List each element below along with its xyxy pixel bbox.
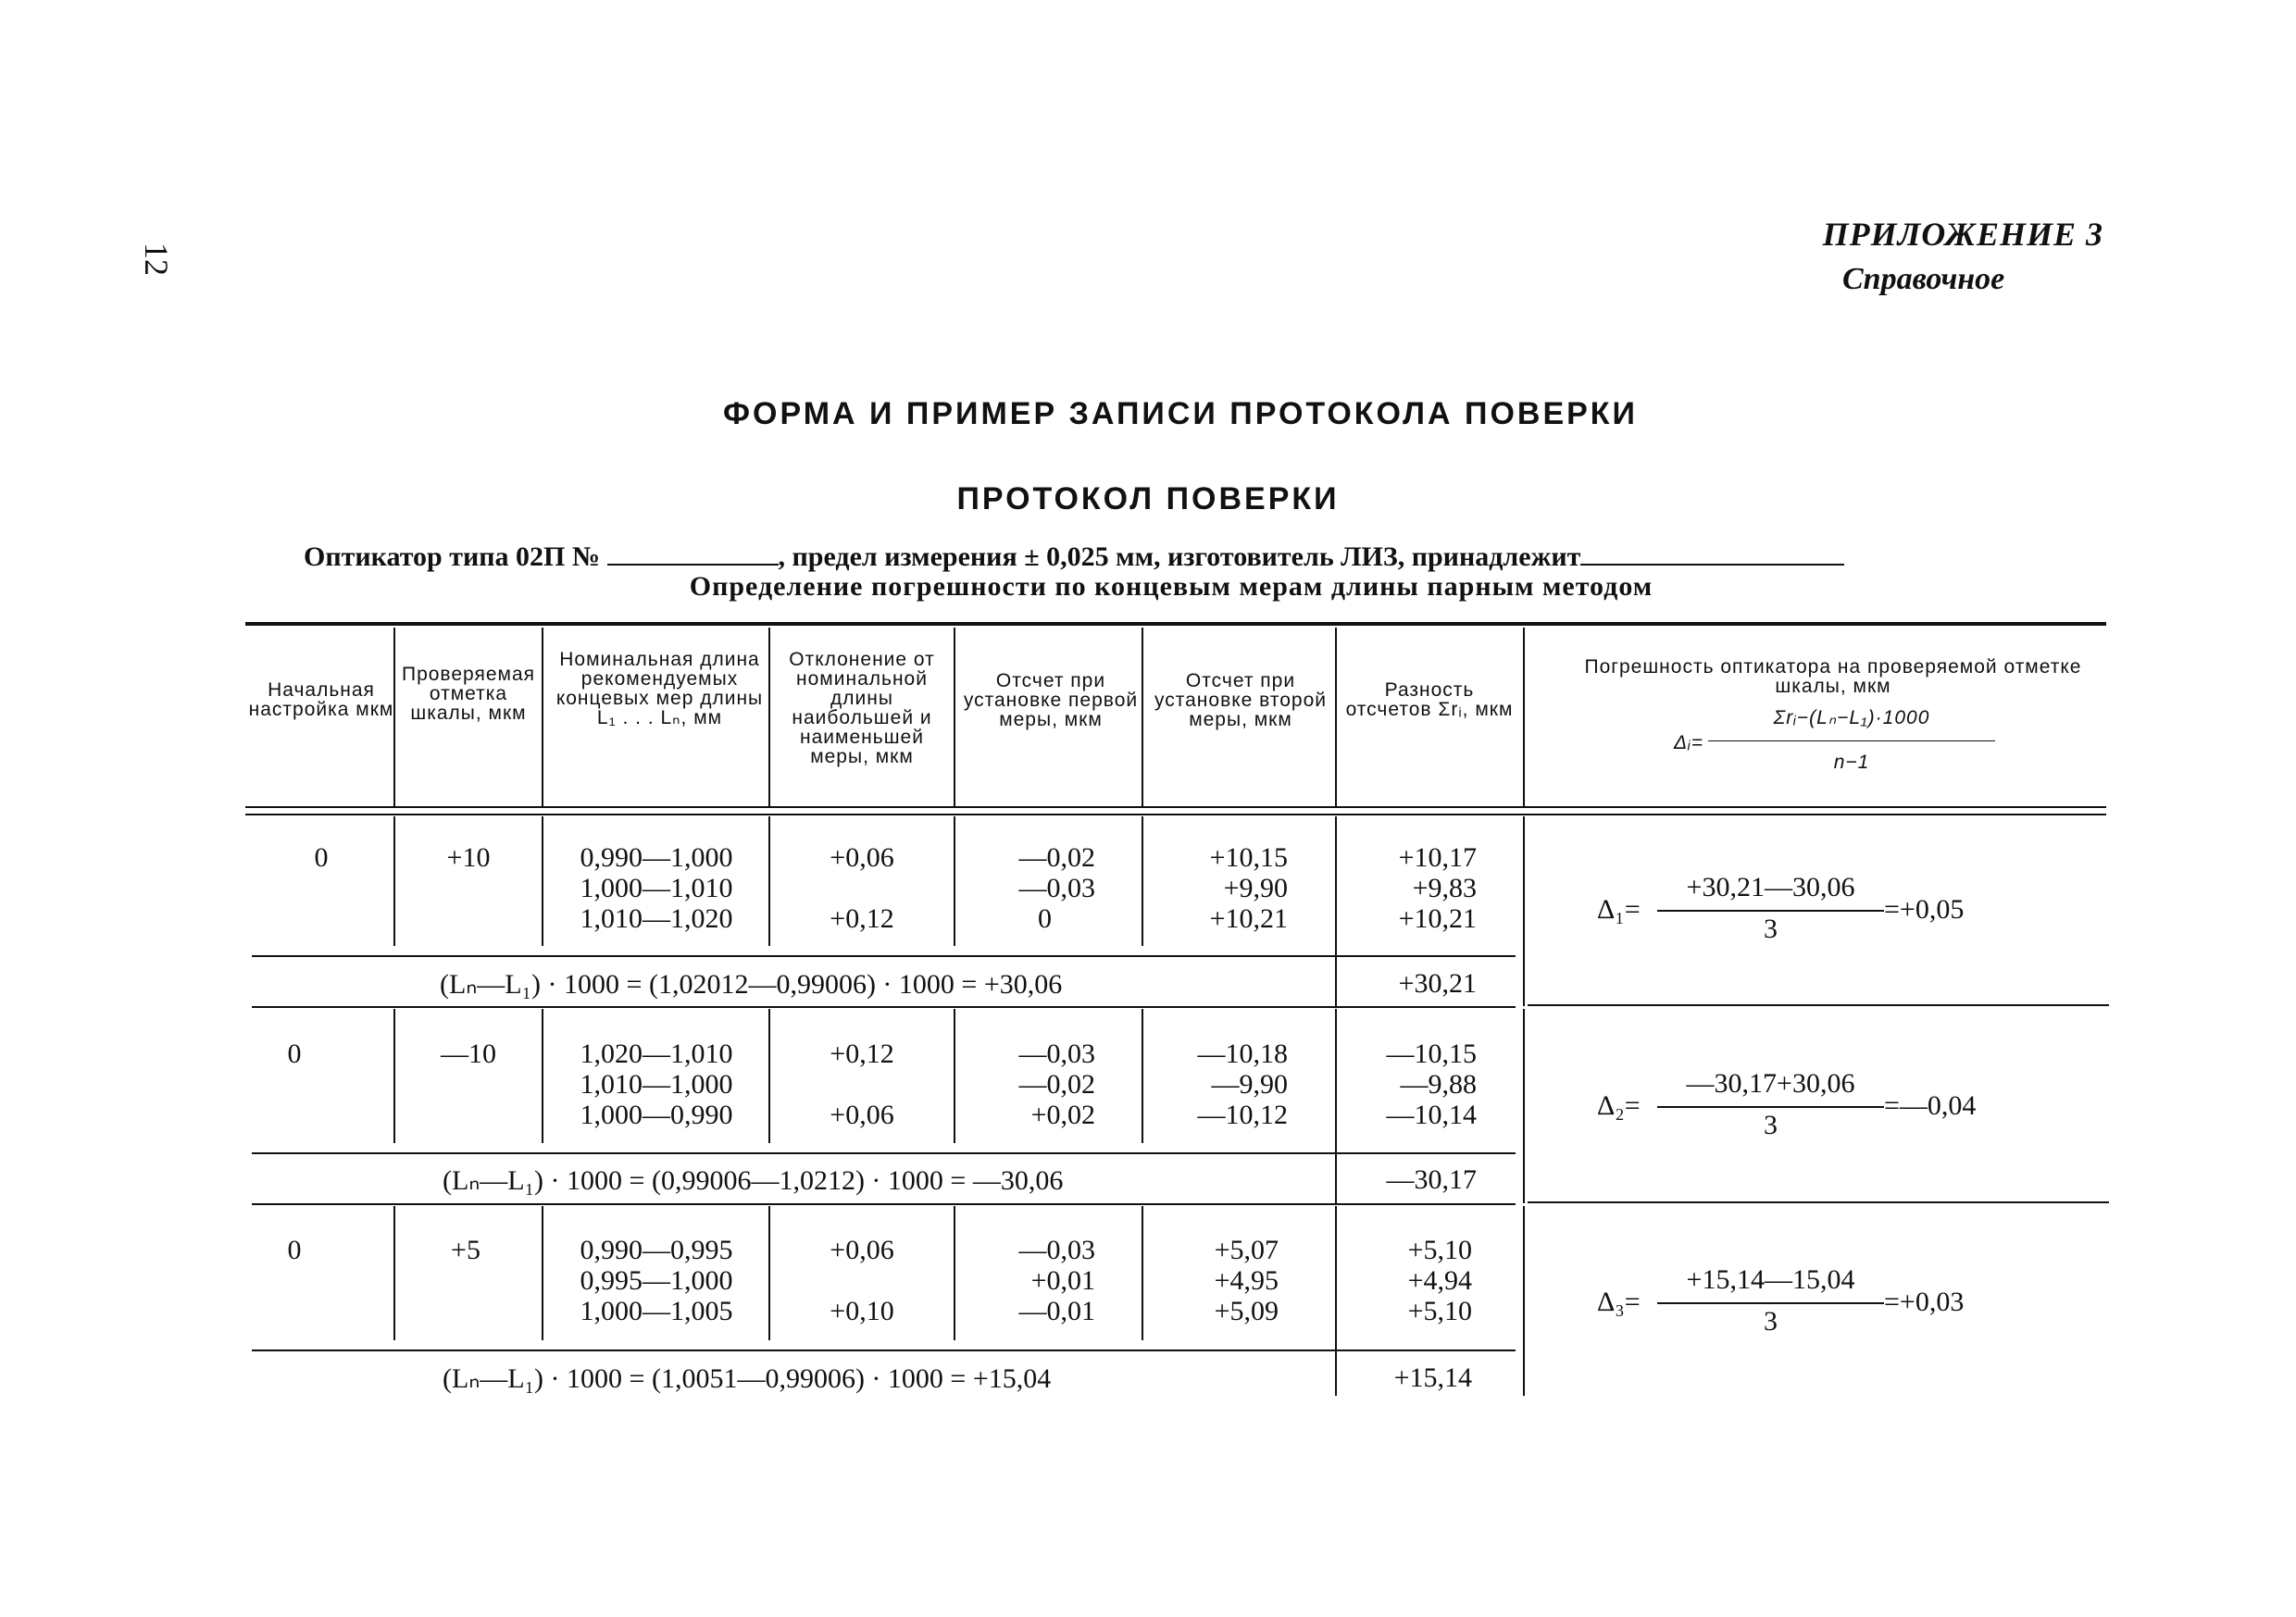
first-row: +0,01 [1030, 1265, 1095, 1296]
header-formula-den: n−1 [1833, 752, 1870, 773]
delta-bar [1657, 910, 1884, 912]
group3-divider [954, 1206, 955, 1340]
first-row: —0,03 [1018, 873, 1095, 903]
diff-row: +5,10 [1407, 1296, 1472, 1326]
appendix-title: ПРИЛОЖЕНИЕ 3 [1822, 216, 2103, 253]
group1-divider [1523, 816, 1525, 1006]
header-formula-bar [1708, 740, 1995, 741]
mark-value: +5 [451, 1235, 480, 1265]
delta-lhs: Δ₃= [1597, 1287, 1641, 1317]
col-divider [542, 628, 543, 806]
deviation-row [771, 1069, 953, 1100]
deviation-row: +0,06 [830, 1235, 894, 1265]
group1-divider [393, 816, 395, 946]
group1-divider [542, 816, 543, 946]
second-row: +5,09 [1214, 1296, 1279, 1326]
group2-delta-rule [1528, 1201, 2109, 1203]
second-row: +10,21 [1209, 903, 1288, 934]
second-row: +5,07 [1214, 1235, 1279, 1265]
length-row: 1,010—1,020 [580, 903, 733, 934]
sum-formula: (Lₙ—L₁) · 1000 = (1,02012—0,99006) · 1000 = +30,06 [440, 969, 1063, 1000]
group1-sum-rule [252, 955, 1516, 957]
group1-divider [954, 816, 955, 946]
group1-divider [1142, 816, 1143, 946]
diff-row: +9,83 [1412, 873, 1477, 903]
deviation-row: +0,06 [830, 842, 894, 873]
header-mark: Проверяемая отметка шкалы, мкм [401, 664, 536, 724]
header-start: Начальная настройка мкм [248, 679, 394, 720]
col-divider [1142, 628, 1143, 806]
sum-diff: +30,21 [1398, 968, 1477, 999]
mark-value: +10 [446, 842, 491, 873]
length-row: 1,020—1,010 [580, 1039, 733, 1069]
sum-formula: (Lₙ—L₁) · 1000 = (1,0051—0,99006) · 1000 = +15,04 [443, 1363, 1052, 1394]
length-row: 0,990—1,000 [580, 842, 733, 873]
intro-part1: Оптикатор типа 02П № [304, 541, 601, 572]
second-row: —9,90 [1211, 1069, 1288, 1100]
first-readings [956, 842, 1095, 934]
diff-row: —9,88 [1400, 1069, 1477, 1100]
second-row: +4,95 [1214, 1265, 1279, 1296]
delta-result: =—0,04 [1884, 1090, 1977, 1121]
diff-row: +4,94 [1407, 1265, 1472, 1296]
first-row: —0,03 [1018, 1039, 1095, 1069]
delta-bar [1657, 1302, 1884, 1304]
header-error: Погрешность оптикатора на проверяемой отметке шкалы, мкм [1584, 656, 2082, 697]
deviations [771, 1039, 953, 1130]
second-row: —10,18 [1197, 1039, 1288, 1069]
header-bottom-rule [245, 806, 2106, 808]
diff-row: —10,14 [1386, 1100, 1477, 1130]
lengths [544, 842, 768, 934]
length-row: 1,000—0,990 [580, 1100, 733, 1130]
first-readings [956, 1039, 1095, 1130]
deviation-row [771, 873, 953, 903]
group2-bottom-rule [252, 1203, 1516, 1205]
appendix-note: Справочное [1842, 262, 2005, 296]
group3-divider [1335, 1206, 1337, 1396]
delta-lhs: Δ₁= [1597, 894, 1641, 925]
diff-row: +10,21 [1398, 903, 1477, 934]
delta-result: =+0,03 [1884, 1287, 1965, 1317]
delta-lhs: Δ₂= [1597, 1090, 1641, 1121]
header-second: Отсчет при установке второй меры, мкм [1154, 670, 1328, 730]
group3-divider [1142, 1206, 1143, 1340]
sum-diff: +15,14 [1393, 1362, 1472, 1393]
second-readings [1144, 842, 1288, 934]
lengths [544, 1039, 768, 1130]
group2-divider [393, 1009, 395, 1143]
diff-row: +5,10 [1407, 1235, 1472, 1265]
group1-delta-rule [1528, 1004, 2109, 1006]
second-row: —10,12 [1197, 1100, 1288, 1130]
second-row: +9,90 [1223, 873, 1288, 903]
group3-divider [1523, 1206, 1525, 1396]
col-divider [1523, 628, 1525, 806]
first-row: —0,01 [1018, 1296, 1095, 1326]
group3-divider [768, 1206, 770, 1340]
diff-values [1338, 1039, 1477, 1130]
header-formula-num: Σrᵢ−(Lₙ−L₁)·1000 [1773, 707, 1930, 728]
length-row: 1,000—1,010 [580, 873, 733, 903]
delta-result: =+0,05 [1884, 894, 1965, 925]
length-row: 0,990—0,995 [580, 1235, 733, 1265]
length-row: 0,995—1,000 [580, 1265, 733, 1296]
deviations [771, 842, 953, 934]
first-row: —0,02 [1018, 842, 1095, 873]
group2-divider [1142, 1009, 1143, 1143]
intro-part2: , предел измерения ± 0,025 мм, изготовитель ЛИЗ, принадлежит [778, 541, 1581, 572]
group2-divider [1523, 1009, 1525, 1203]
group2-divider [542, 1009, 543, 1143]
lengths [544, 1235, 768, 1326]
deviation-row: +0,10 [830, 1296, 894, 1326]
group3-divider [542, 1206, 543, 1340]
group1-divider [1335, 816, 1337, 1006]
diff-values [1338, 842, 1477, 934]
length-row: 1,000—1,005 [580, 1296, 733, 1326]
header-first: Отсчет при установке первой меры, мкм [963, 670, 1139, 730]
group1-bottom-rule [252, 1006, 1516, 1008]
group1-divider [768, 816, 770, 946]
owner-blank [1580, 563, 1844, 566]
first-readings [956, 1235, 1095, 1326]
col-divider [954, 628, 955, 806]
second-readings [1144, 1039, 1288, 1130]
start-value: 0 [314, 842, 329, 873]
delta-denominator: 3 [1764, 1306, 1778, 1337]
delta-denominator: 3 [1764, 1110, 1778, 1140]
deviation-row: +0,12 [830, 903, 894, 934]
start-value: 0 [287, 1235, 302, 1265]
document-heading: ФОРМА И ПРИМЕР ЗАПИСИ ПРОТОКОЛА ПОВЕРКИ [723, 396, 1638, 431]
delta-numerator: +15,14—15,04 [1686, 1264, 1855, 1295]
protocol-heading: ПРОТОКОЛ ПОВЕРКИ [956, 481, 1340, 516]
delta-denominator: 3 [1764, 914, 1778, 944]
diff-values [1338, 1235, 1472, 1326]
first-row: +0,02 [1030, 1100, 1095, 1130]
group2-divider [1335, 1009, 1337, 1203]
diff-row: +10,17 [1398, 842, 1477, 873]
delta-numerator: +30,21—30,06 [1686, 872, 1855, 902]
deviation-row: +0,12 [830, 1039, 894, 1069]
col-divider [1335, 628, 1337, 806]
header-length: Номинальная длина рекомендуемых концевых мер длины L₁ . . . Lₙ, мм [555, 649, 764, 728]
deviation-row [771, 1265, 953, 1296]
table-top-rule [245, 622, 2106, 626]
header-deviation: Отклонение от номинальной длины наибольшей и наименьшей меры, мкм [789, 649, 935, 767]
header-formula-lhs: Δᵢ= [1674, 732, 1703, 753]
header-diff: Разность отсчетов Σrᵢ, мкм [1345, 679, 1514, 720]
group2-sum-rule [252, 1152, 1516, 1154]
header-bottom-rule-2 [245, 814, 2106, 815]
deviation-row: +0,06 [830, 1100, 894, 1130]
group2-divider [768, 1009, 770, 1143]
intro-line [304, 541, 1844, 573]
diff-row: —10,15 [1386, 1039, 1477, 1069]
sum-diff: —30,17 [1386, 1164, 1477, 1195]
col-divider [768, 628, 770, 806]
start-value: 0 [287, 1039, 302, 1069]
delta-numerator: —30,17+30,06 [1686, 1068, 1855, 1099]
sum-formula: (Lₙ—L₁) · 1000 = (0,99006—1,0212) · 1000 = —30,06 [443, 1165, 1064, 1196]
second-readings [1144, 1235, 1279, 1326]
delta-bar [1657, 1106, 1884, 1108]
number-blank [607, 563, 779, 566]
first-row: —0,02 [1018, 1069, 1095, 1100]
first-row: 0 [1038, 903, 1052, 934]
first-row: —0,03 [1018, 1235, 1095, 1265]
mark-value: —10 [441, 1039, 496, 1069]
second-row: +10,15 [1209, 842, 1288, 873]
group2-divider [954, 1009, 955, 1143]
deviations [771, 1235, 953, 1326]
intro-subtitle: Определение погрешности по концевым мерам длины парным методом [689, 571, 1653, 602]
group3-sum-rule [252, 1350, 1516, 1351]
group3-divider [393, 1206, 395, 1340]
length-row: 1,010—1,000 [580, 1069, 733, 1100]
page-number: 12 [138, 243, 175, 276]
